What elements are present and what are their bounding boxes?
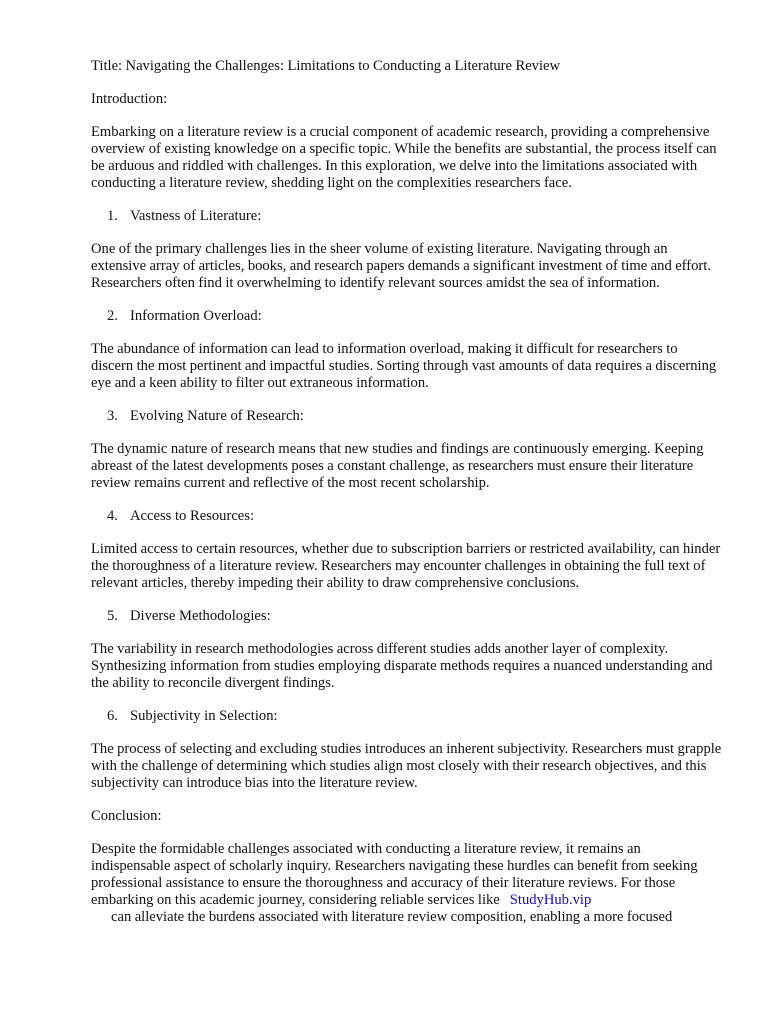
document-title: Title: Navigating the Challenges: Limitations to Conducting a Literature Review	[91, 58, 561, 74]
section-3-heading	[91, 408, 723, 425]
conclusion-paragraph	[91, 841, 723, 926]
section-1-number: 1.	[107, 208, 118, 224]
section-4-number: 4.	[107, 508, 118, 524]
section-5-heading	[91, 608, 723, 625]
conclusion-text-start: Despite the formidable challenges associated with conducting a literature review, it remains an indispensable aspect of scholarly inquiry. Researchers navigating these hurdles can benefit from seeking professional assistance to ensure the thoroughness and accuracy of their literature reviews. For those embarking on this academic journey, considering reliable services like	[91, 841, 698, 908]
section-6-title: Subjectivity in Selection:	[130, 708, 278, 724]
conclusion-heading: Conclusion:	[91, 808, 162, 824]
section-5-number: 5.	[107, 608, 118, 624]
section-5-paragraph: The variability in research methodologies across different studies adds another layer of complexity. Synthesizing information from studies employing disparate methods requires a nuanced understanding and the ability to reconcile divergent findings.	[91, 641, 713, 691]
conclusion-text-end: can alleviate the burdens associated with literature review composition, enabling a more focused	[111, 909, 673, 925]
intro-paragraph: Embarking on a literature review is a crucial component of academic research, providing a comprehensive overview of existing knowledge on a specific topic. While the benefits are substantial, the process itself can be arduous and riddled with challenges. In this exploration, we delve into the limitations associated with conducting a literature review, shedding light on the complexities researchers face.	[91, 124, 717, 191]
section-2-heading	[91, 308, 723, 325]
section-4-heading	[91, 508, 723, 525]
section-3-number: 3.	[107, 408, 118, 424]
section-4-title: Access to Resources:	[130, 508, 255, 524]
intro-heading: Introduction:	[91, 91, 168, 107]
section-3-title: Evolving Nature of Research:	[130, 408, 304, 424]
document-page	[91, 58, 723, 942]
section-2-number: 2.	[107, 308, 118, 324]
section-2-paragraph: The abundance of information can lead to information overload, making it difficult for researchers to discern the most pertinent and impactful studies. Sorting through vast amounts of data requires a discerning eye and a keen ability to filter out extraneous information.	[91, 341, 717, 391]
studyhub-link[interactable]: StudyHub.vip	[509, 892, 592, 908]
section-3-paragraph: The dynamic nature of research means that new studies and findings are continuously emerging. Keeping abreast of the latest developments poses a constant challenge, as researchers must ensure their literature review remains current and reflective of the most recent scholarship.	[91, 441, 704, 491]
section-2-title: Information Overload:	[130, 308, 262, 324]
section-1-heading	[91, 208, 723, 225]
section-4-paragraph: Limited access to certain resources, whether due to subscription barriers or restricted availability, can hinder the thoroughness of a literature review. Researchers may encounter challenges in obtaining the full text of relevant articles, thereby impeding their ability to draw comprehensive conclusions.	[91, 541, 721, 591]
section-6-heading	[91, 708, 723, 725]
section-5-title: Diverse Methodologies:	[130, 608, 271, 624]
section-1-title: Vastness of Literature:	[130, 208, 262, 224]
section-6-paragraph: The process of selecting and excluding studies introduces an inherent subjectivity. Researchers must grapple with the challenge of determining which studies align most closely with their research objectives, and this subjectivity can introduce bias into the literature review.	[91, 741, 722, 791]
section-6-number: 6.	[107, 708, 118, 724]
section-1-paragraph: One of the primary challenges lies in the sheer volume of existing literature. Navigating through an extensive array of articles, books, and research papers demands a significant investment of time and effort. Researchers often find it overwhelming to identify relevant sources amidst the sea of information.	[91, 241, 711, 291]
